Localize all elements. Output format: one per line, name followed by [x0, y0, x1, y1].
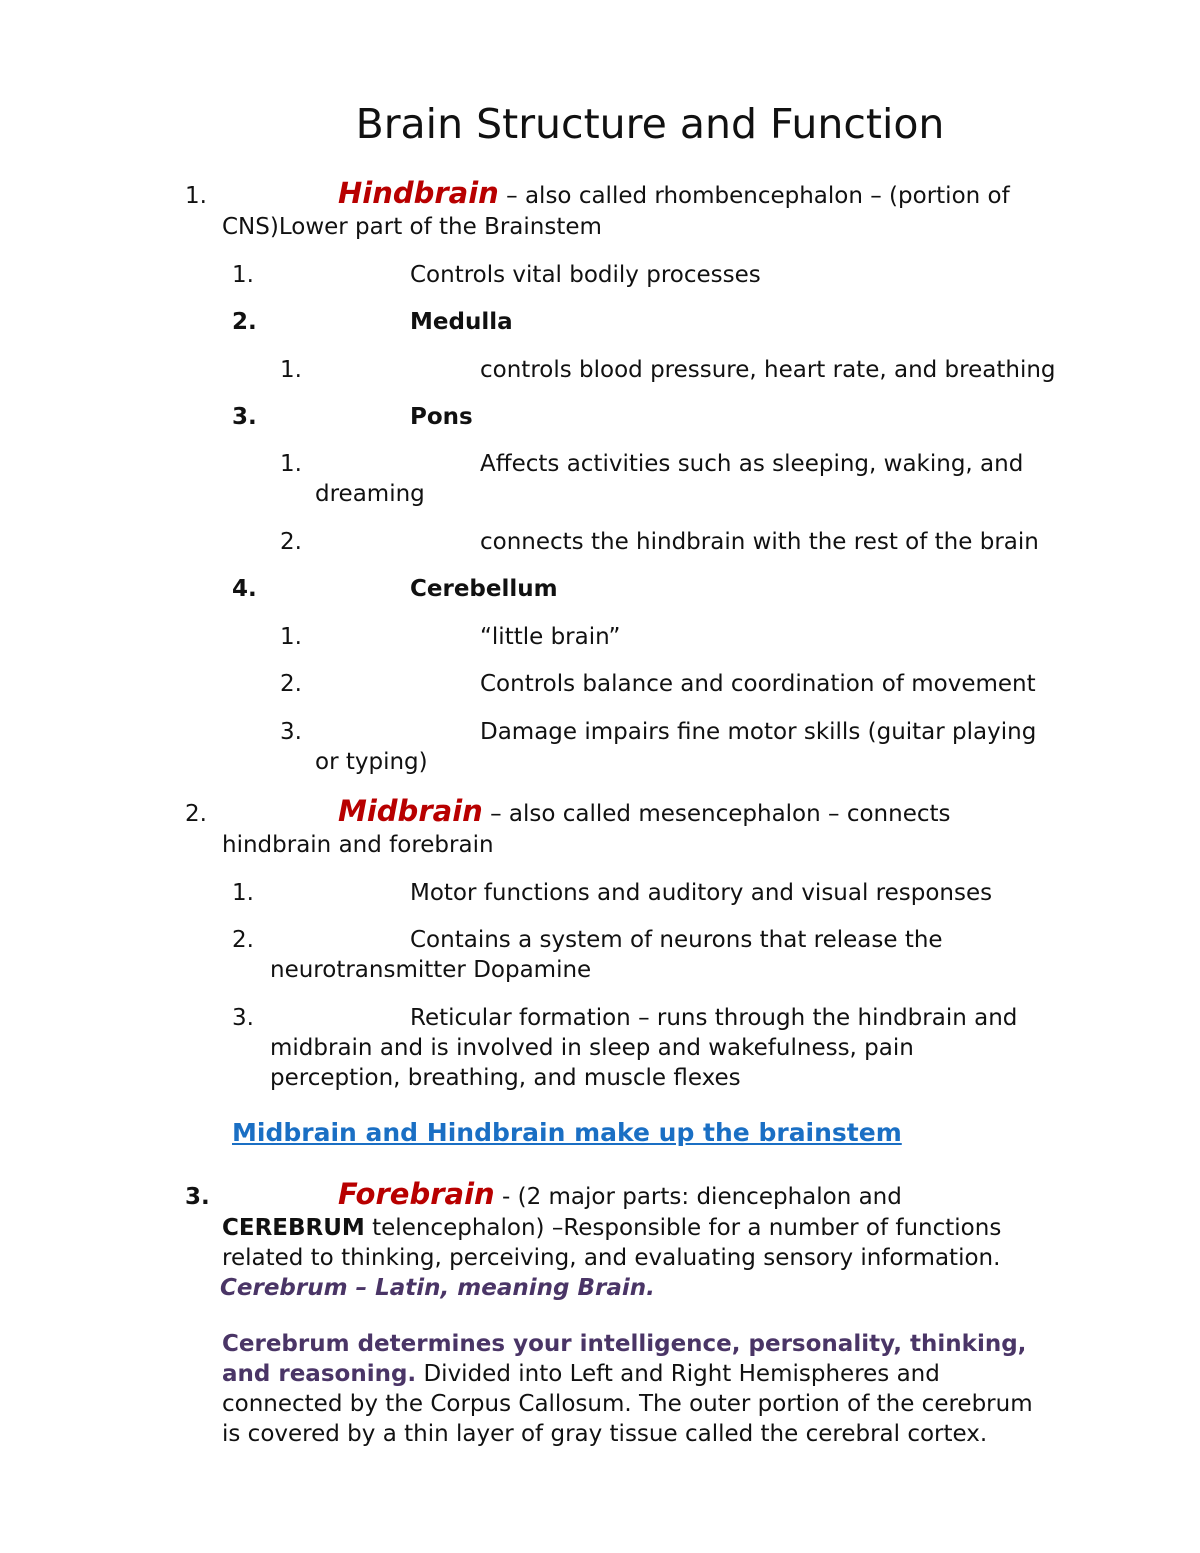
list-item-cont: dreaming	[315, 481, 425, 507]
list-number: 2.	[280, 671, 302, 697]
section-heading-line	[338, 796, 951, 829]
list-number: 1.	[232, 880, 254, 906]
subsection-heading: Medulla	[410, 309, 513, 335]
list-number: 1.	[280, 357, 302, 383]
list-item: Affects activities such as sleeping, waking, and	[480, 451, 1024, 477]
list-item: Reticular formation – runs through the hindbrain and	[410, 1005, 1018, 1031]
body-text: Divided into Left and Right Hemispheres and	[416, 1361, 940, 1387]
list-item-cont: perception, breathing, and muscle flexes	[270, 1065, 741, 1091]
list-number: 3.	[280, 719, 302, 745]
subsection-heading: Pons	[410, 404, 473, 430]
section-description-cont: CNS)Lower part of the Brainstem	[222, 214, 602, 240]
section-number: 2.	[185, 801, 207, 827]
list-item: Contains a system of neurons that release the	[410, 927, 943, 953]
list-item: controls blood pressure, heart rate, and breathing	[480, 357, 1056, 383]
cerebrum-bold: CEREBRUM	[222, 1215, 365, 1241]
section-term: Hindbrain	[338, 176, 499, 210]
list-number: 2.	[232, 309, 257, 335]
section-heading-line	[338, 1179, 902, 1212]
emphasis-text: and reasoning.	[222, 1361, 417, 1387]
section-term: Forebrain	[338, 1177, 495, 1211]
list-number: 4.	[232, 576, 257, 602]
section-description-cont: related to thinking, perceiving, and evaluating sensory information.	[222, 1245, 1001, 1271]
section-description-cont: hindbrain and forebrain	[222, 832, 494, 858]
list-number: 1.	[232, 262, 254, 288]
body-line: is covered by a thin layer of gray tissue called the cerebral cortex.	[222, 1421, 988, 1447]
list-item-cont: or typing)	[315, 749, 428, 775]
list-item-cont: midbrain and is involved in sleep and wakefulness, pain	[270, 1035, 914, 1061]
latin-note: Cerebrum – Latin, meaning Brain.	[220, 1275, 655, 1301]
list-item: Motor functions and auditory and visual responses	[410, 880, 993, 906]
list-item: Controls balance and coordination of movement	[480, 671, 1036, 697]
section-heading-line	[338, 178, 1010, 211]
section-number: 1.	[185, 183, 207, 209]
body-line	[222, 1359, 940, 1389]
list-number: 2.	[232, 927, 254, 953]
list-number: 2.	[280, 529, 302, 555]
list-item: connects the hindbrain with the rest of the brain	[480, 529, 1039, 555]
list-number: 3.	[232, 404, 257, 430]
list-number: 1.	[280, 451, 302, 477]
section-description-cont	[222, 1213, 1001, 1243]
section-description: – also called rhombencephalon – (portion of	[498, 183, 1010, 209]
section-number: 3.	[185, 1184, 210, 1210]
section-term: Midbrain	[338, 794, 483, 828]
page-title: Brain Structure and Function	[355, 100, 945, 148]
section-description-text: telencephalon) –Responsible for a number of functions	[364, 1215, 1002, 1241]
list-number: 3.	[232, 1005, 254, 1031]
section-description: - (2 major parts: diencephalon and	[494, 1184, 902, 1210]
list-number: 1.	[280, 624, 302, 650]
subsection-heading: Cerebellum	[410, 576, 558, 602]
list-item: Damage impairs fine motor skills (guitar playing	[480, 719, 1037, 745]
section-description: – also called mesencephalon – connects	[482, 801, 951, 827]
emphasis-text: Cerebrum determines your intelligence, personality, thinking,	[222, 1331, 1027, 1357]
list-item: Controls vital bodily processes	[410, 262, 761, 288]
list-item: “little brain”	[480, 624, 621, 650]
body-line: connected by the Corpus Callosum. The outer portion of the cerebrum	[222, 1391, 1033, 1417]
brainstem-link[interactable]: Midbrain and Hindbrain make up the brainstem	[232, 1118, 902, 1147]
list-item-cont: neurotransmitter Dopamine	[270, 957, 592, 983]
